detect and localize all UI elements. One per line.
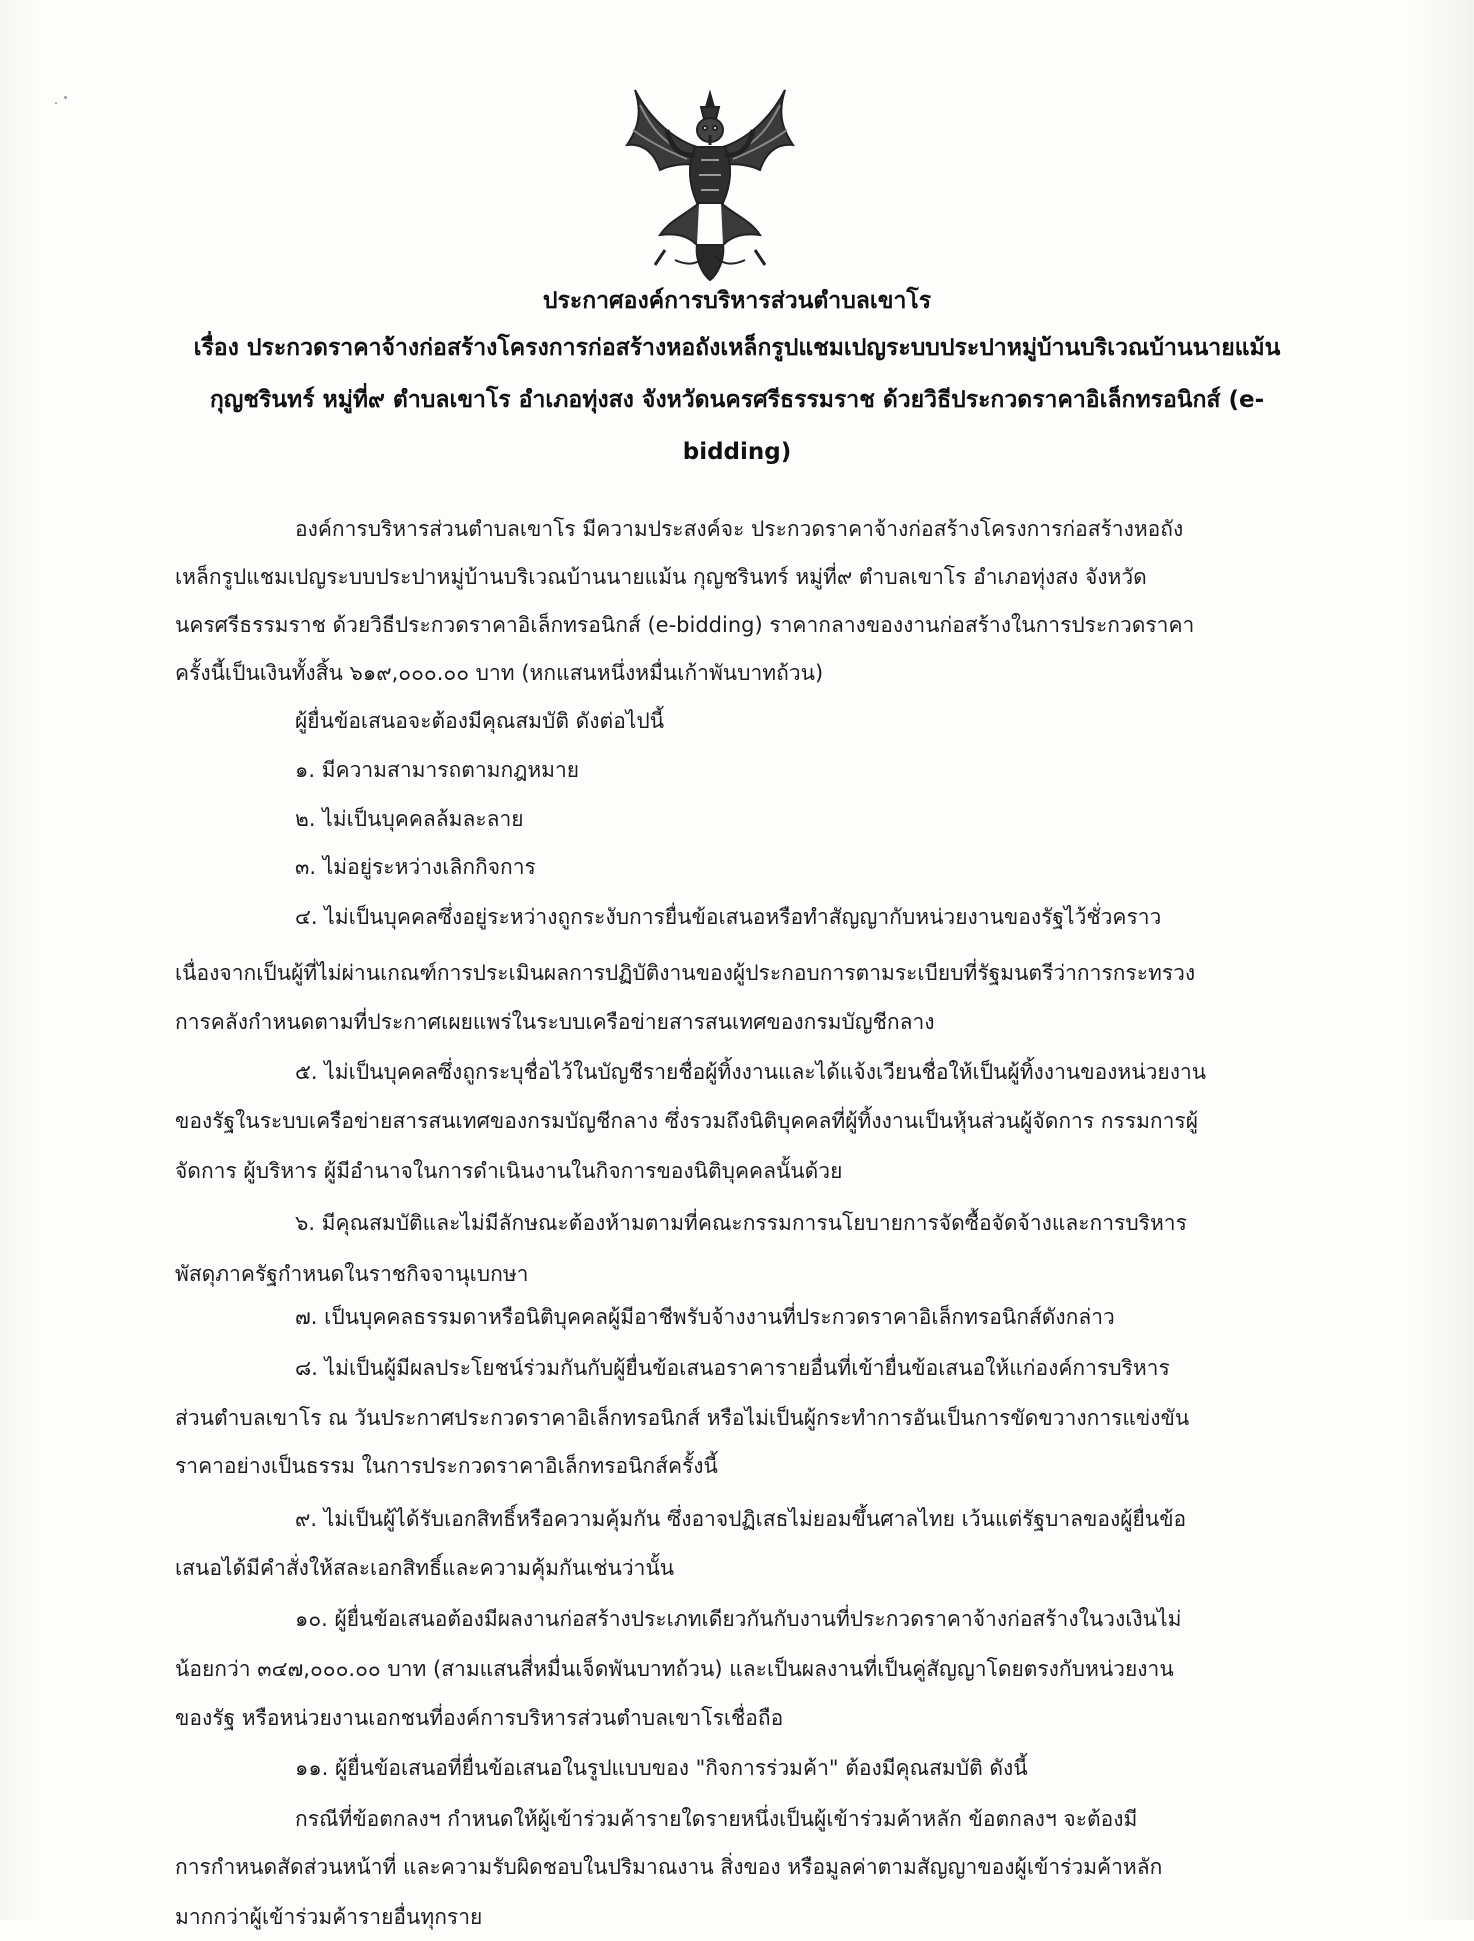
body-line: ผู้ยื่นข้อเสนอจะต้องมีคุณสมบัติ ดังต่อไปนี้ — [295, 709, 665, 733]
body-line: ส่วนตำบลเขาโร ณ วันประกาศประกวดราคาอิเล็กทรอนิกส์ หรือไม่เป็นผู้กระทำการอันเป็นการขัดขวางการแข่งขัน — [175, 1406, 1190, 1430]
body-line: ของรัฐในระบบเครือข่ายสารสนเทศของกรมบัญชีกลาง ซึ่งรวมถึงนิติบุคคลที่ผู้ทิ้งงานเป็นหุ้นส่วนผู้จัดการ กรรมการผู้ — [175, 1109, 1199, 1133]
body-line: เหล็กรูปแชมเปญระบบประปาหมู่บ้านบริเวณบ้านนายแม้น กุญชรินทร์ หมู่ที่๙ ตำบลเขาโร อำเภอทุ่งสง จังหวัด — [175, 565, 1147, 589]
body-line: ๗. เป็นบุคคลธรรมดาหรือนิติบุคคลผู้มีอาชีพรับจ้างงานที่ประกวดราคาอิเล็กทรอนิกส์ดังกล่าว — [295, 1305, 1115, 1329]
subject-line: bidding) — [682, 439, 792, 465]
body-line: เสนอได้มีคำสั่งให้สละเอกสิทธิ์และความคุ้มกันเช่นว่านั้น — [175, 1556, 675, 1580]
announcement-title: ประกาศองค์การบริหารส่วนตำบลเขาโร — [542, 288, 932, 314]
body-line: ๔. ไม่เป็นบุคคลซึ่งอยู่ระหว่างถูกระงับการยื่นข้อเสนอหรือทำสัญญากับหน่วยงานของรัฐไว้ชั่วคราว — [295, 905, 1162, 929]
body-line: ของรัฐ หรือหน่วยงานเอกชนที่องค์การบริหารส่วนตำบลเขาโรเชื่อถือ — [175, 1706, 784, 1730]
body-line: ๓. ไม่อยู่ระหว่างเลิกกิจการ — [295, 855, 536, 879]
body-line: มากกว่าผู้เข้าร่วมค้ารายอื่นทุกราย — [175, 1905, 483, 1929]
subject-line: เรื่อง ประกวดราคาจ้างก่อสร้างโครงการก่อสร้างหอถังเหล็กรูปแชมเปญระบบประปาหมู่บ้านบริเวณบ้านนายแม้น — [193, 335, 1281, 361]
scan-speck — [55, 102, 57, 104]
body-line: กรณีที่ข้อตกลงฯ กำหนดให้ผู้เข้าร่วมค้ารายใดรายหนึ่งเป็นผู้เข้าร่วมค้าหลัก ข้อตกลงฯ จะต้องมี — [295, 1807, 1138, 1831]
announcement-subject — [120, 322, 1354, 478]
subject-line: กุญชรินทร์ หมู่ที่๙ ตำบลเขาโร อำเภอทุ่งสง จังหวัดนครศรีธรรมราช ด้วยวิธีประกวดราคาอิเล็กทรอนิกส์ (e- — [209, 387, 1265, 413]
body-line: ราคาอย่างเป็นธรรม ในการประกวดราคาอิเล็กทรอนิกส์ครั้งนี้ — [175, 1454, 718, 1478]
body-line: เนื่องจากเป็นผู้ที่ไม่ผ่านเกณฑ์การประเมินผลการปฏิบัติงานของผู้ประกอบการตามระเบียบที่รัฐมนตรีว่าการกระทรวง — [175, 961, 1196, 985]
body-line: ๖. มีคุณสมบัติและไม่มีลักษณะต้องห้ามตามที่คณะกรรมการนโยบายการจัดซื้อจัดจ้างและการบริหาร — [295, 1211, 1187, 1235]
body-line: พัสดุภาครัฐกำหนดในราชกิจจานุเบกษา — [175, 1262, 529, 1286]
body-line: ๙. ไม่เป็นผู้ได้รับเอกสิทธิ์หรือความคุ้มกัน ซึ่งอาจปฏิเสธไม่ยอมขึ้นศาลไทย เว้นแต่รัฐบาลของผู้ยื่นข้อ — [295, 1507, 1187, 1531]
body-line: จัดการ ผู้บริหาร ผู้มีอำนาจในการดำเนินงานในกิจการของนิติบุคคลนั้นด้วย — [175, 1159, 843, 1183]
body-line: การคลังกำหนดตามที่ประกาศเผยแพร่ในระบบเครือข่ายสารสนเทศของกรมบัญชีกลาง — [175, 1010, 935, 1034]
body-line: ๘. ไม่เป็นผู้มีผลประโยชน์ร่วมกันกับผู้ยื่นข้อเสนอราคารายอื่นที่เข้ายื่นข้อเสนอให้แก่องค์การบริหาร — [295, 1356, 1170, 1380]
body-line: ๑. มีความสามารถตามกฎหมาย — [295, 758, 580, 782]
body-line: ครั้งนี้เป็นเงินทั้งสิ้น ๖๑๙,๐๐๐.๐๐ บาท (หกแสนหนึ่งหมื่นเก้าพันบาทถ้วน) — [175, 661, 824, 685]
scan-speck — [64, 96, 67, 99]
body-line: ๕. ไม่เป็นบุคคลซึ่งถูกระบุชื่อไว้ในบัญชีรายชื่อผู้ทิ้งงานและได้แจ้งเวียนชื่อให้เป็นผู้ทิ้งงานของหน่วยงาน — [295, 1060, 1207, 1084]
body-line: การกำหนดสัดส่วนหน้าที่ และความรับผิดชอบในปริมาณงาน สิ่งของ หรือมูลค่าตามสัญญาของผู้เข้าร่วมค้าหลัก — [175, 1855, 1163, 1879]
body-line: องค์การบริหารส่วนตำบลเขาโร มีความประสงค์จะ ประกวดราคาจ้างก่อสร้างโครงการก่อสร้างหอถัง — [295, 517, 1184, 541]
body-line: ๒. ไม่เป็นบุคคลล้มละลาย — [295, 807, 524, 831]
body-line: ๑๐. ผู้ยื่นข้อเสนอต้องมีผลงานก่อสร้างประเภทเดียวกันกับงานที่ประกวดราคาจ้างก่อสร้างในวงเงินไม่ — [295, 1607, 1182, 1631]
body-line: นครศรีธรรมราช ด้วยวิธีประกวดราคาอิเล็กทรอนิกส์ (e-bidding) ราคากลางของงานก่อสร้างในการประกวดราคา — [175, 613, 1195, 637]
body-line: ๑๑. ผู้ยื่นข้อเสนอที่ยื่นข้อเสนอในรูปแบบของ "กิจการร่วมค้า" ต้องมีคุณสมบัติ ดังนี้ — [295, 1756, 1028, 1780]
garuda-emblem-icon — [615, 85, 805, 285]
body-line: น้อยกว่า ๓๔๗,๐๐๐.๐๐ บาท (สามแสนสี่หมื่นเจ็ดพันบาทถ้วน) และเป็นผลงานที่เป็นคู่สัญญาโดยตรงกับหน่วยงาน — [175, 1657, 1174, 1681]
